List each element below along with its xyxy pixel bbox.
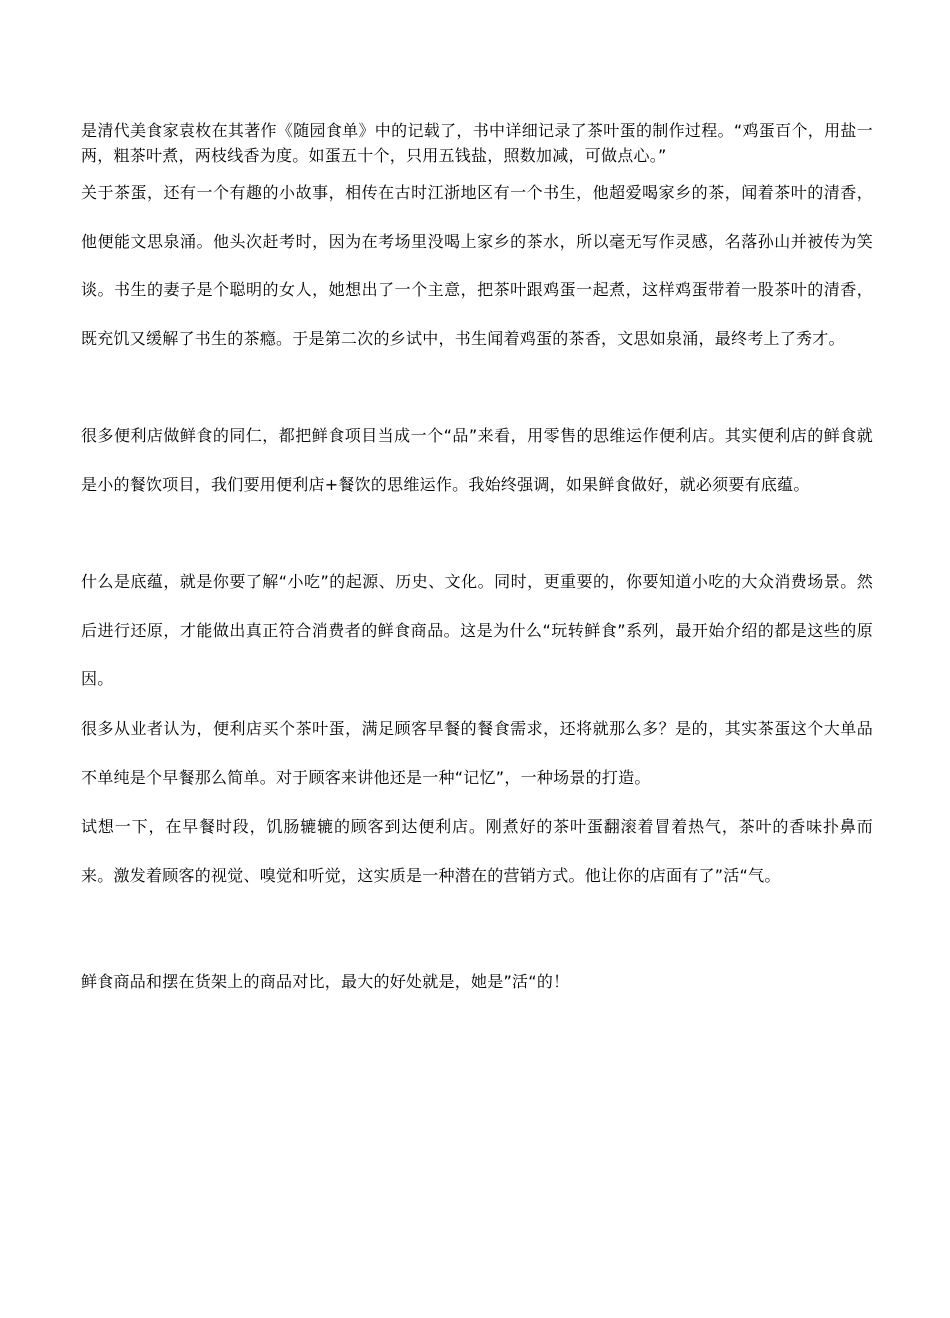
paragraph-fresh-food-thinking: 很多便利店做鲜食的同仁，都把鲜食项目当成一个“品”来看，用零售的思维运作便利店。其实便利店的鲜食就是小的餐饮项目，我们要用便利店+餐饮的思维运作。我始终强调，如果鲜食做好，就必须要有底蕴。 xyxy=(81,426,873,494)
paragraph-cultural-background: 什么是底蕴，就是你要了解“小吃”的起源、历史、文化。同时，更重要的，你要知道小吃的大众消费场景。然后进行还原，才能做出真正符合消费者的鲜食商品。这是为什么“玩转鲜食”系列，最开始介绍的都是这些的原因。 xyxy=(81,572,873,688)
paragraph-suiyuan-recipe: 是清代美食家袁枚在其著作《随园食单》中的记载了，书中详细记录了茶叶蛋的制作过程。“鸡蛋百个，用盐一两，粗茶叶煮，两枝线香为度。如蛋五十个，只用五钱盐，照数加减，可做点心。” xyxy=(81,121,873,165)
paragraph-scholar-story: 关于茶蛋，还有一个有趣的小故事，相传在古时江浙地区有一个书生，他超爱喝家乡的茶，闻着茶叶的清香，他便能文思泉涌。他头次赶考时，因为在考场里没喝上家乡的茶水，所以毫无写作灵感，名落孙山并被传为笑谈。书生的妻子是个聪明的女人，她想出了一个主意，把茶叶跟鸡蛋一起煮，这样鸡蛋带着一股茶叶的清香，既充饥又缓解了书生的茶瘾。于是第二次的乡试中，书生闻着鸡蛋的茶香，文思如泉涌，最终考上了秀才。 xyxy=(81,183,873,348)
paragraph-breakfast-memory: 很多从业者认为，便利店买个茶叶蛋，满足顾客早餐的餐食需求，还将就那么多？是的，其实茶蛋这个大单品不单纯是个早餐那么简单。对于顾客来讲他还是一种“记忆”，一种场景的打造。 xyxy=(81,719,873,787)
paragraph-marketing-scene: 试想一下，在早餐时段，饥肠辘辘的顾客到达便利店。刚煮好的茶叶蛋翻滚着冒着热气，茶叶的香味扑鼻而来。激发着顾客的视觉、嗅觉和听觉，这实质是一种潜在的营销方式。他让你的店面有了”活“气。 xyxy=(81,817,873,885)
paragraph-conclusion: 鲜食商品和摆在货架上的商品对比，最大的好处就是，她是”活“的！ xyxy=(81,972,570,991)
